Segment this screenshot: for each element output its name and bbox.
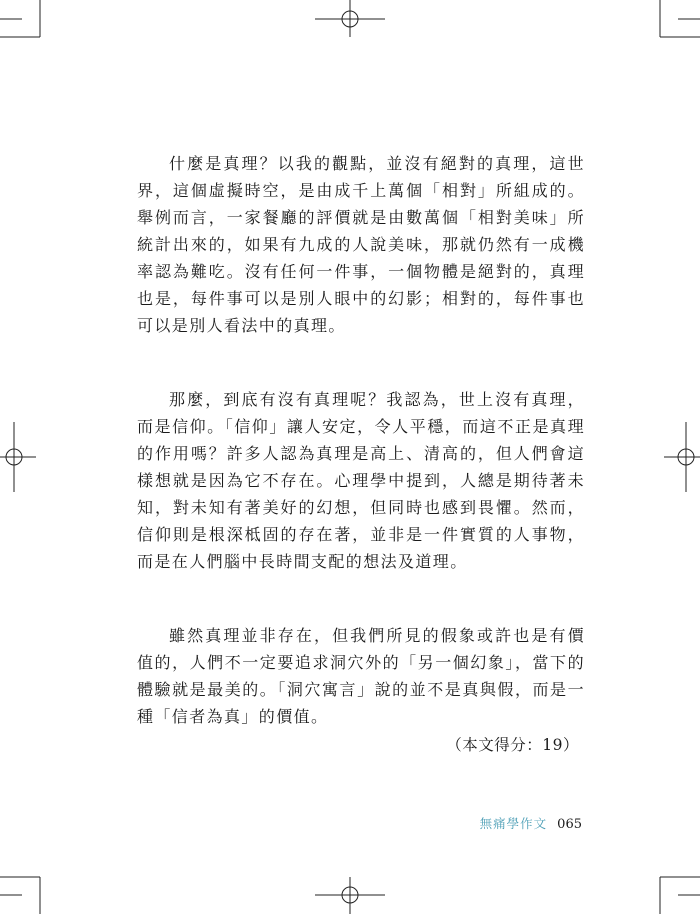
page-number: 065 — [557, 817, 582, 832]
running-footer-title: 無痛學作文 — [479, 816, 548, 831]
registration-target-right — [664, 422, 700, 492]
crop-mark-bottom-right — [660, 877, 700, 914]
page-footer — [480, 814, 582, 832]
essay-paragraph: 什麼是真理？以我的觀點，並沒有絕對的真理，這世界，這個虛擬時空，是由成千上萬個「相對」所組成的。舉例而言，一家餐廳的評價就是由數萬個「相對美味」所統計出來的，如果有九成的人說美味，那就仍然有一成機率認為難吃。沒有任何一件事，一個物體是絕對的，真理也是，每件事可以是別人眼中的幻影；相對的，每件事也可以是別人看法中的真理。 — [137, 154, 585, 335]
essay-score: （本文得分：19） — [446, 736, 579, 754]
registration-target-top — [315, 0, 385, 37]
registration-target-left — [0, 422, 36, 492]
essay-paragraph: 雖然真理並非存在，但我們所見的假象或許也是有價值的，人們不一定要追求洞穴外的「另一個幻象」，當下的體驗就是最美的。「洞穴寓言」說的並不是真與假，而是一種「信者為真」的價值。 — [137, 626, 585, 726]
crop-mark-top-left — [0, 0, 40, 37]
crop-mark-bottom-left — [0, 877, 40, 914]
registration-target-bottom — [315, 877, 385, 914]
crop-mark-top-right — [660, 0, 700, 37]
essay-paragraph: 那麼，到底有沒有真理呢？我認為，世上沒有真理，而是信仰。「信仰」讓人安定，令人平穩，而這不正是真理的作用嗎？許多人認為真理是高上、清高的，但人們會這樣想就是因為它不存在。心理學中提到，人總是期待著未知，對未知有著美好的幻想，但同時也感到畏懼。然而，信仰則是根深柢固的存在著，並非是一件實質的人事物，而是在人們腦中長時間支配的想法及道理。 — [137, 390, 585, 571]
essay-body — [137, 150, 585, 759]
